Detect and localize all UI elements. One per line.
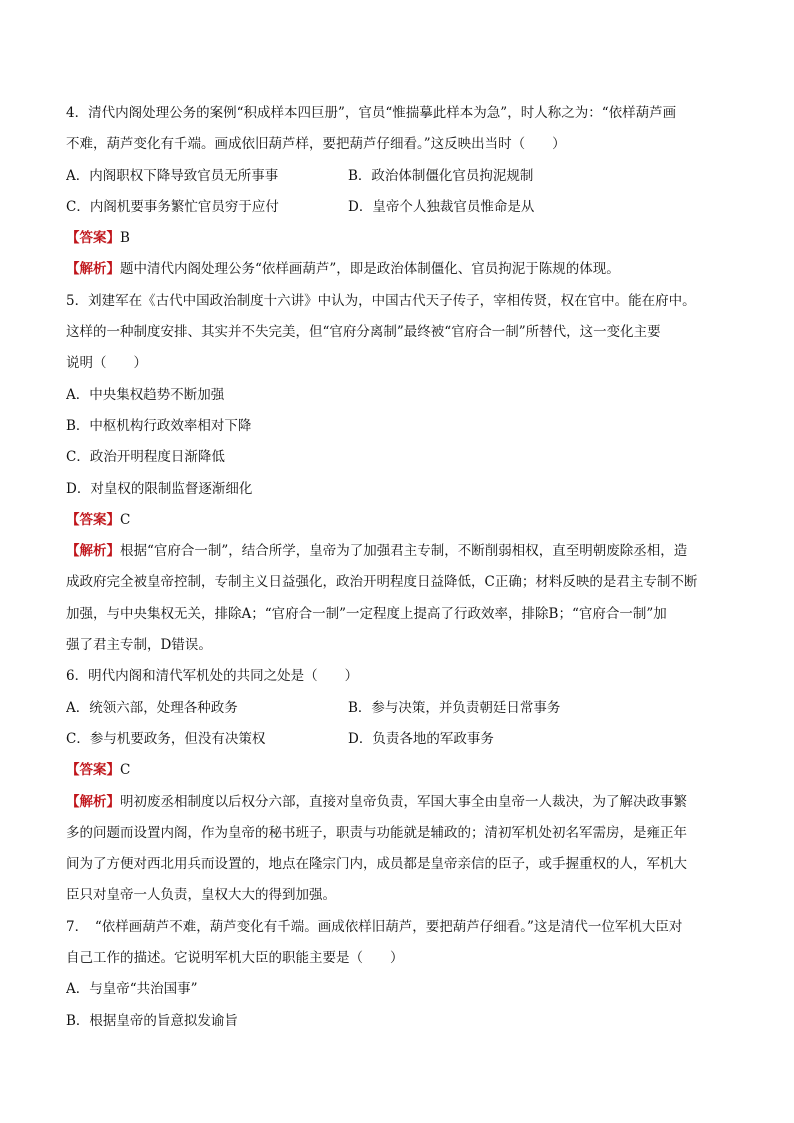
answer-tag: 【答案】 xyxy=(66,511,120,528)
analysis-text: 根据“官府合一制”，结合所学，皇帝为了加强君主专制，不断削弱相权，直至明朝废除丞相，造 xyxy=(120,543,688,560)
q4-option-d: D．皇帝个人独裁官员惟命是从 xyxy=(348,198,535,215)
q7-option-b: B．根据皇帝的旨意拟发谕旨 xyxy=(66,1012,238,1029)
q6-analysis-line-4: 臣只对皇帝一人负责，皇权大大的得到加强。 xyxy=(66,887,336,904)
q5-analysis-line-3: 加强，与中央集权无关，排除A；“官府合一制”一定程度上提高了行政效率，排除B；“官府合一制”加 xyxy=(66,605,667,622)
analysis-tag: 【解析】 xyxy=(66,261,120,278)
analysis-tag: 【解析】 xyxy=(66,793,120,810)
q4-stem-line-1: 4．清代内阁处理公务的案例“积成样本四巨册”，官员“惟揣摹此样本为急”，时人称之为：“依样葫芦画 xyxy=(66,105,677,121)
q6-analysis-line-3: 间为了方便对西北用兵而设置的，地点在隆宗门内，成员都是皇帝亲信的臣子，或手握重权的人，军机大 xyxy=(66,856,687,873)
q5-stem-line-1: 5．刘建军在《古代中国政治制度十六讲》中认为，中国古代天子传子，宰相传贤，权在官中。能在府中。 xyxy=(66,292,696,309)
analysis-tag: 【解析】 xyxy=(66,543,120,560)
analysis-text: 明初废丞相制度以后权分六部，直接对皇帝负责，军国大事全由皇帝一人裁决，为了解决政事繁 xyxy=(120,793,687,810)
q7-stem-line-1: 7． “依样画葫芦不难，葫芦变化有千端。画成依样旧葫芦，要把葫芦仔细看。”这是清代一位军机大臣对 xyxy=(66,918,683,935)
answer-value: C xyxy=(120,511,131,528)
q7-stem-line-2: 自己工作的描述。它说明军机大臣的职能主要是（ ） xyxy=(66,950,404,967)
q4-stem-line-2: 不难，葫芦变化有千端。画成依旧葫芦样，要把葫芦仔细看。”这反映出当时（ ） xyxy=(66,136,566,153)
q5-stem-line-3: 说明（ ） xyxy=(66,355,147,372)
q5-option-c: C．政治开明程度日渐降低 xyxy=(66,449,225,466)
answer-value: B xyxy=(120,230,130,247)
q6-answer xyxy=(66,755,730,786)
q5-option-b: B．中枢机构行政效率相对下降 xyxy=(66,417,252,434)
q5-option-d: D．对皇权的限制监督逐渐细化 xyxy=(66,480,253,497)
q6-option-c: C．参与机要政务，但没有决策权 xyxy=(66,730,266,747)
answer-tag: 【答案】 xyxy=(66,762,120,779)
q6-option-b: B．参与决策，并负责朝廷日常事务 xyxy=(348,699,561,716)
q6-analysis-line-2: 多的问题而设置内阁，作为皇帝的秘书班子，职责与功能就是辅政的；清初军机处初名军需房，是雍正年 xyxy=(66,824,687,841)
q5-analysis-line-4: 强了君主专制，D错误。 xyxy=(66,637,212,654)
q7-option-a: A．与皇帝“共治国事” xyxy=(66,981,198,998)
q4-option-c: C．内阁机要事务繁忙官员穷于应付 xyxy=(66,198,279,215)
q4-analysis-line-1 xyxy=(66,254,730,285)
answer-value: C xyxy=(120,762,131,779)
answer-tag: 【答案】 xyxy=(66,230,120,247)
q4-option-b: B．政治体制僵化官员拘泥规制 xyxy=(348,167,534,184)
q6-stem-line-1: 6．明代内阁和清代军机处的共同之处是（ ） xyxy=(66,668,359,685)
q6-analysis-line-1 xyxy=(66,787,730,818)
q5-stem-line-2: 这样的一种制度安排、其实并不失完美，但“官府分离制”最终被“官府合一制”所替代，这一变化主要 xyxy=(66,324,661,341)
q6-options-row-2 xyxy=(66,724,730,755)
q4-options-row-1 xyxy=(66,161,730,192)
analysis-text: 题中清代内阁处理公务“依样画葫芦”，即是政治体制僵化、官员拘泥于陈规的体现。 xyxy=(120,261,620,278)
q5-option-a: A．中央集权趋势不断加强 xyxy=(66,386,225,403)
q6-option-d: D．负责各地的军政事务 xyxy=(348,730,494,747)
q4-option-a: A．内阁职权下降导致官员无所事事 xyxy=(66,167,279,184)
q4-options-row-2 xyxy=(66,192,730,223)
q5-answer xyxy=(66,505,730,536)
q5-analysis-line-1 xyxy=(66,536,730,567)
page-content xyxy=(66,98,730,1037)
q6-options-row-1 xyxy=(66,693,730,724)
q4-answer xyxy=(66,223,730,254)
q5-analysis-line-2: 成政府完全被皇帝控制，专制主义日益强化，政治开明程度日益降低，C正确；材料反映的是君主专制不断 xyxy=(66,574,698,591)
q6-option-a: A．统领六部，处理各种政务 xyxy=(66,699,238,716)
